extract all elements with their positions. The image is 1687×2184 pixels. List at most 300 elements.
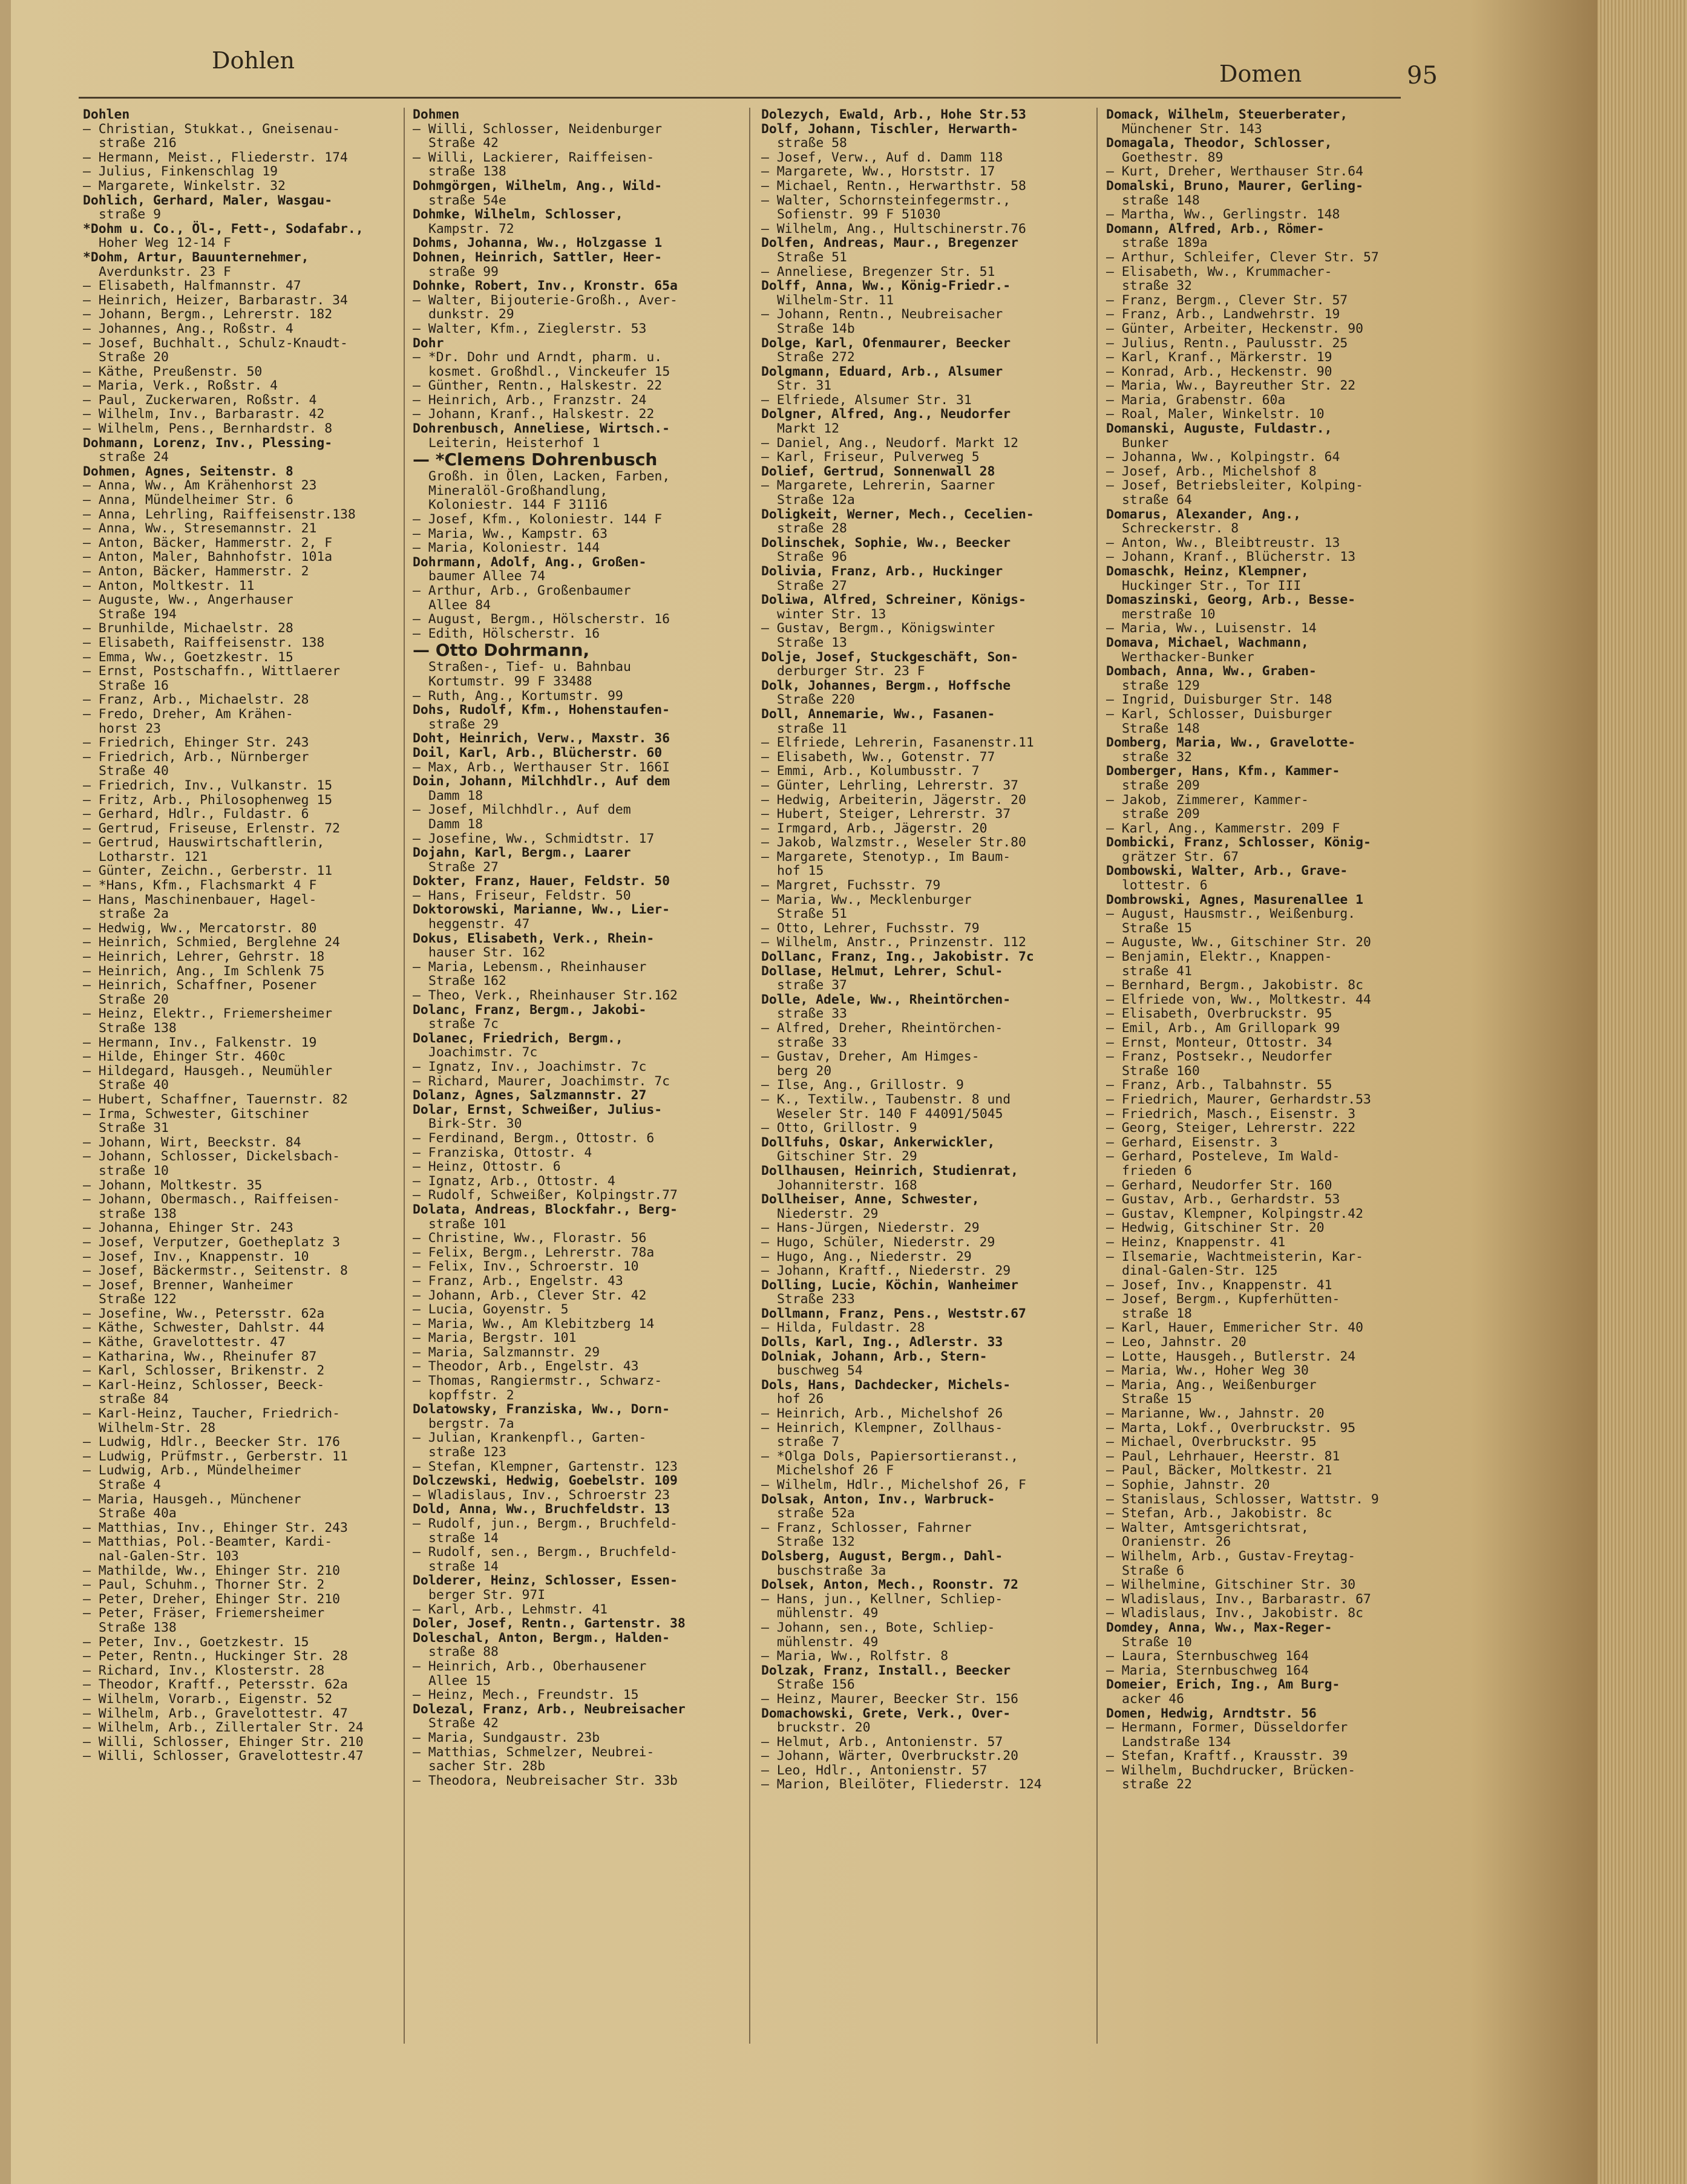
entry-line: — Günter, Arbeiter, Heckenstr. 90 xyxy=(1106,321,1363,336)
entry-line: Straße 148 xyxy=(1122,721,1200,736)
entry-line: — Günter, Lehrling, Lehrerstr. 37 xyxy=(761,777,1018,793)
entry-heading: Domagala, Theodor, Schlosser, xyxy=(1106,136,1332,151)
entry-line: Straße 27 xyxy=(428,859,499,875)
entry-line: straße 54e xyxy=(428,192,506,208)
entry-line: — Heinrich, Schmied, Berglehne 24 xyxy=(83,935,340,950)
entry-line: — Brunhilde, Michaelstr. 28 xyxy=(83,621,293,636)
entry-line: straße 7c xyxy=(428,1016,499,1032)
entry-line: — Josef, Arb., Michelshof 8 xyxy=(1106,463,1317,479)
entry-line: — Emmi, Arb., Kolumbusstr. 7 xyxy=(761,763,980,779)
entry-line: straße 37 xyxy=(777,978,847,993)
entry-heading: Dohs, Rudolf, Kfm., Hohenstaufen- xyxy=(413,702,670,718)
entry-line: — Maria, Ww., Bayreuther Str. 22 xyxy=(1106,378,1356,394)
entry-heading: Domalski, Bruno, Maurer, Gerling- xyxy=(1106,178,1363,194)
entry-line: — Johanna, Ww., Kolpingstr. 64 xyxy=(1106,450,1340,465)
entry-heading: Dolata, Andreas, Blockfahr., Berg- xyxy=(413,1202,678,1217)
column-divider xyxy=(749,108,750,2044)
entry-line: — Friedrich, Maurer, Gerhardstr.53 xyxy=(1106,1091,1371,1107)
entry-line: — Hans, Friseur, Feldstr. 50 xyxy=(413,888,631,903)
entry-line: — Wladislaus, Inv., Barbarastr. 67 xyxy=(1106,1591,1371,1607)
entry-line: — Marianne, Ww., Jahnstr. 20 xyxy=(1106,1406,1325,1422)
entry-line: — Felix, Bergm., Lehrerstr. 78a xyxy=(413,1244,655,1260)
entry-line: — Arthur, Schleifer, Clever Str. 57 xyxy=(1106,249,1379,265)
entry-line: straße 138 xyxy=(99,1206,177,1221)
entry-line: dinal-Galen-Str. 125 xyxy=(1122,1263,1278,1279)
entry-line: — Julius, Finkenschlag 19 xyxy=(83,164,278,180)
entry-heading: Dollfuhs, Oskar, Ankerwickler, xyxy=(761,1134,995,1150)
entry-line: — Paul, Bäcker, Moltkestr. 21 xyxy=(1106,1463,1332,1479)
entry-line: Straße 14b xyxy=(777,321,855,336)
entry-line: — Irmgard, Arb., Jägerstr. 20 xyxy=(761,820,988,836)
entry-line: — Karl, Schlosser, Brikenstr. 2 xyxy=(83,1363,325,1379)
entry-line: straße 33 xyxy=(777,1006,847,1022)
entry-heading: Dohrenbusch, Anneliese, Wirtsch.- xyxy=(413,421,670,437)
entry-heading: Doil, Karl, Arb., Blücherstr. 60 xyxy=(413,745,663,760)
entry-line: Allee 84 xyxy=(428,597,491,613)
entry-heading: Doktorowski, Marianne, Ww., Lier- xyxy=(413,902,670,918)
entry-heading: Dombach, Anna, Ww., Graben- xyxy=(1106,664,1317,679)
entry-line: grätzer Str. 67 xyxy=(1122,849,1239,865)
entry-line: — Wilhelm, Hdlr., Michelshof 26, F xyxy=(761,1477,1026,1493)
entry-line: straße 99 xyxy=(428,264,499,280)
entry-line: — Franz, Arb., Michaelstr. 28 xyxy=(83,692,309,708)
entry-line: — Christian, Stukkat., Gneisenau- xyxy=(83,121,340,137)
entry-line: — Karl-Heinz, Taucher, Friedrich- xyxy=(83,1406,340,1422)
entry-line: straße 189a xyxy=(1122,235,1208,251)
entry-line: Werthacker-Bunker xyxy=(1122,649,1254,665)
entry-heading: Dolsberg, August, Bergm., Dahl- xyxy=(761,1548,1003,1564)
entry-line: — Stefan, Klempner, Gartenstr. 123 xyxy=(413,1459,678,1474)
entry-line: — Käthe, Gravelottestr. 47 xyxy=(83,1335,286,1350)
entry-heading: Doliwa, Alfred, Schreiner, Königs- xyxy=(761,592,1026,608)
entry-heading: Dohlen xyxy=(83,108,130,122)
entry-line: Straße 4 xyxy=(99,1477,162,1493)
entry-line: hof 26 xyxy=(777,1391,824,1407)
entry-line: — Heinz, Mech., Freundstr. 15 xyxy=(413,1687,639,1703)
entry-line: Straße 40 xyxy=(99,1077,169,1093)
entry-line: — Paul, Zuckerwaren, Roßstr. 4 xyxy=(83,392,317,408)
entry-line: Markt 12 xyxy=(777,421,840,437)
entry-heading: Dolezal, Franz, Arb., Neubreisacher xyxy=(413,1701,686,1717)
entry-line: — Franz, Arb., Talbahnstr. 55 xyxy=(1106,1077,1332,1093)
entry-line: straße 14 xyxy=(428,1530,499,1546)
entry-line: — Johanna, Ehinger Str. 243 xyxy=(83,1220,293,1236)
entry-line: — Heinrich, Arb., Franzstr. 24 xyxy=(413,392,647,408)
entry-line: frieden 6 xyxy=(1122,1163,1192,1179)
entry-line: — Günther, Rentn., Halskestr. 22 xyxy=(413,378,663,394)
entry-line: — Johann, Wärter, Overbruckstr.20 xyxy=(761,1748,1018,1764)
entry-line: Straße 51 xyxy=(777,249,847,265)
entry-line: straße 209 xyxy=(1122,806,1200,822)
entry-line: — Anton, Bäcker, Hammerstr. 2 xyxy=(83,564,309,579)
entry-heading: Doin, Johann, Milchhdlr., Auf dem xyxy=(413,774,670,790)
entry-heading: Dohmgörgen, Wilhelm, Ang., Wild- xyxy=(413,178,663,194)
entry-line: — Paul, Lehrhauer, Heerstr. 81 xyxy=(1106,1448,1340,1464)
entry-line: straße 18 xyxy=(1122,1306,1192,1321)
entry-line: Straße 122 xyxy=(99,1292,177,1307)
entry-line: Straße 27 xyxy=(777,578,847,593)
entry-line: — Ruth, Ang., Kortumstr. 99 xyxy=(413,688,623,704)
entry-line: heggenstr. 47 xyxy=(428,917,530,932)
entry-line: straße 29 xyxy=(428,716,499,732)
entry-line: — Hedwig, Ww., Mercatorstr. 80 xyxy=(83,920,317,936)
entry-heading: Domen, Hedwig, Arndtstr. 56 xyxy=(1106,1705,1317,1721)
entry-line: — Irma, Schwester, Gitschiner xyxy=(83,1106,309,1122)
entry-line: Straße 40a xyxy=(99,1506,177,1522)
entry-line: — Peter, Inv., Goetzkestr. 15 xyxy=(83,1634,309,1650)
entry-heading: Domberger, Hans, Kfm., Kammer- xyxy=(1106,763,1340,779)
entry-line: — Gustav, Arb., Gerhardstr. 53 xyxy=(1106,1192,1340,1208)
entry-line: — Lotte, Hausgeh., Butlerstr. 24 xyxy=(1106,1349,1356,1364)
entry-line: — Johann, Schlosser, Dickelsbach- xyxy=(83,1149,340,1165)
entry-line: Straße 15 xyxy=(1122,920,1192,936)
entry-line: — Johann, Arb., Clever Str. 42 xyxy=(413,1287,647,1303)
entry-line: bergstr. 7a xyxy=(428,1416,514,1431)
entry-line: — Maria, Hausgeh., Münchener xyxy=(83,1491,301,1507)
entry-line: Großh. in Ölen, Lacken, Farben, xyxy=(428,469,670,485)
entry-line: — Max, Arb., Werthauser Str. 166I xyxy=(413,759,670,775)
directory-column-3 xyxy=(761,108,1097,2122)
entry-line: — Ingrid, Duisburger Str. 148 xyxy=(1106,692,1332,708)
entry-line: straße 123 xyxy=(428,1445,506,1460)
entry-line: — Julius, Rentn., Paulusstr. 25 xyxy=(1106,335,1348,351)
entry-line: — Heinrich, Klempner, Zollhaus- xyxy=(761,1420,1003,1436)
entry-line: — Mathilde, Ww., Ehinger Str. 210 xyxy=(83,1563,340,1578)
entry-line: — Hermann, Inv., Falkenstr. 19 xyxy=(83,1035,317,1050)
entry-line: Straße 160 xyxy=(1122,1063,1200,1079)
entry-line: derburger Str. 23 F xyxy=(777,664,925,679)
entry-line: straße 14 xyxy=(428,1558,499,1574)
entry-line: horst 23 xyxy=(99,721,162,736)
entry-line: Oranienstr. 26 xyxy=(1122,1534,1231,1550)
entry-line: mühlenstr. 49 xyxy=(777,1606,879,1621)
entry-line: — Margret, Fuchsstr. 79 xyxy=(761,878,941,894)
entry-heading: Dolzak, Franz, Install., Beecker xyxy=(761,1663,1011,1678)
entry-line: berger Str. 97I xyxy=(428,1587,546,1603)
entry-line: Wilhelm-Str. 28 xyxy=(99,1420,216,1436)
entry-line: straße 148 xyxy=(1122,192,1200,208)
entry-heading: Domanski, Auguste, Fuldastr., xyxy=(1106,421,1332,437)
entry-line: Allee 15 xyxy=(428,1673,491,1689)
entry-line: — Emma, Ww., Goetzkestr. 15 xyxy=(83,649,293,665)
entry-line: Kampstr. 72 xyxy=(428,221,514,237)
directory-column-1 xyxy=(83,108,419,2122)
entry-line: Straße 272 xyxy=(777,350,855,365)
entry-line: — August, Hausmstr., Weißenburg. xyxy=(1106,906,1356,922)
entry-line: — Walter, Bijouterie-Großh., Aver- xyxy=(413,292,678,308)
entry-heading: Dolanec, Friedrich, Bergm., xyxy=(413,1030,623,1046)
entry-line: — Heinrich, Arb., Oberhausener xyxy=(413,1658,647,1674)
entry-heading: Dollase, Helmut, Lehrer, Schul- xyxy=(761,963,1003,979)
entry-line: — Ernst, Monteur, Ottostr. 34 xyxy=(1106,1035,1332,1050)
entry-line: — Matthias, Inv., Ehinger Str. 243 xyxy=(83,1520,348,1535)
entry-heading: Dojahn, Karl, Bergm., Laarer xyxy=(413,845,631,861)
entry-line: — Josef, Inv., Knappenstr. 41 xyxy=(1106,1277,1332,1293)
entry-line: straße 209 xyxy=(1122,777,1200,793)
entry-line: — Alfred, Dreher, Rheintörchen- xyxy=(761,1021,1003,1036)
entry-line: — Johann, Obermasch., Raiffeisen- xyxy=(83,1192,340,1208)
entry-line: straße 41 xyxy=(1122,963,1192,979)
entry-line: — Ludwig, Prüfmstr., Gerberstr. 11 xyxy=(83,1448,348,1464)
entry-heading: Domberg, Maria, Ww., Gravelotte- xyxy=(1106,735,1356,751)
entry-line: — Arthur, Arb., Großenbaumer xyxy=(413,583,631,598)
entry-line: straße 33 xyxy=(777,1035,847,1050)
entry-line: Damm 18 xyxy=(428,816,483,832)
entry-line: berg 20 xyxy=(777,1063,832,1079)
entry-line: — Heinz, Elektr., Friemersheimer xyxy=(83,1006,333,1022)
entry-line: — Hermann, Former, Düsseldorfer xyxy=(1106,1720,1348,1736)
entry-line: Straße 132 xyxy=(777,1534,855,1550)
entry-line: — Heinz, Maurer, Beecker Str. 156 xyxy=(761,1691,1018,1707)
entry-line: — Rudolf, jun., Bergm., Bruchfeld- xyxy=(413,1516,678,1531)
entry-line: — Gustav, Klempner, Kolpingstr.42 xyxy=(1106,1206,1363,1221)
entry-line: — Heinz, Ottostr. 6 xyxy=(413,1159,561,1175)
entry-line: straße 10 xyxy=(99,1163,169,1179)
entry-heading: Dolf, Johann, Tischler, Herwarth- xyxy=(761,121,1018,137)
entry-heading: Dolle, Adele, Ww., Rheintörchen- xyxy=(761,992,1011,1007)
entry-line: — Thomas, Rangiermstr., Schwarz- xyxy=(413,1373,663,1389)
entry-heading: Domarus, Alexander, Ang., xyxy=(1106,506,1301,522)
entry-line: — Franz, Bergm., Clever Str. 57 xyxy=(1106,292,1348,308)
entry-line: Straße 42 xyxy=(428,136,499,151)
entry-line: — Friedrich, Ehinger Str. 243 xyxy=(83,735,309,751)
entry-line: Niederstr. 29 xyxy=(777,1206,879,1221)
entry-line: hof 15 xyxy=(777,863,824,879)
entry-heading: Dolatowsky, Franziska, Ww., Dorn- xyxy=(413,1402,670,1417)
entry-line: — Peter, Fräser, Friemersheimer xyxy=(83,1606,325,1621)
entry-line: — Otto, Lehrer, Fuchsstr. 79 xyxy=(761,920,980,936)
entry-line: hauser Str. 162 xyxy=(428,945,546,961)
entry-line: — *Olga Dols, Papiersortieranst., xyxy=(761,1448,1018,1464)
entry-line: — Karl, Schlosser, Duisburger xyxy=(1106,706,1332,722)
entry-line: — Michael, Overbruckstr. 95 xyxy=(1106,1434,1317,1450)
entry-line: Straße 156 xyxy=(777,1677,855,1693)
entry-line: — Josef, Bäckermstr., Seitenstr. 8 xyxy=(83,1263,348,1279)
entry-line: — Maria, Verk., Roßstr. 4 xyxy=(83,378,278,394)
entry-line: Michelshof 26 F xyxy=(777,1463,894,1479)
entry-line: — Anton, Maler, Bahnhofstr. 101a xyxy=(83,549,333,565)
entry-line: — Maria, Ww., Mecklenburger xyxy=(761,892,972,907)
entry-line: — Wladislaus, Inv., Schroerstr 23 xyxy=(413,1487,670,1503)
entry-line: — Fredo, Dreher, Am Krähen- xyxy=(83,706,293,722)
entry-heading: Dolivia, Franz, Arb., Huckinger xyxy=(761,564,1003,579)
entry-line: straße 32 xyxy=(1122,749,1192,765)
entry-line: — Gertrud, Friseuse, Erlenstr. 72 xyxy=(83,820,340,836)
entry-line: — Ludwig, Hdlr., Beecker Str. 176 xyxy=(83,1434,340,1450)
entry-line: — August, Bergm., Hölscherstr. 16 xyxy=(413,612,670,627)
entry-line: — Martha, Ww., Gerlingstr. 148 xyxy=(1106,207,1340,223)
entry-line: — Walter, Amtsgerichtsrat, xyxy=(1106,1520,1309,1535)
entry-line: — Peter, Dreher, Ehinger Str. 210 xyxy=(83,1591,340,1607)
entry-line: — Leo, Hdlr., Antonienstr. 57 xyxy=(761,1762,988,1778)
entry-line: — Johann, Kraftf., Niederstr. 29 xyxy=(761,1263,1011,1279)
entry-heading: Dolls, Karl, Ing., Adlerstr. 33 xyxy=(761,1335,1003,1350)
entry-line: — Maria, Koloniestr. 144 xyxy=(413,540,600,556)
entry-line: — Rudolf, Schweißer, Kolpingstr.77 xyxy=(413,1188,678,1203)
entry-line: — Christine, Ww., Florastr. 56 xyxy=(413,1231,647,1246)
entry-heading: Domaschk, Heinz, Klempner, xyxy=(1106,564,1309,579)
entry-line: — Ernst, Postschaffn., Wittlaerer xyxy=(83,664,340,679)
entry-heading: *Dohm, Artur, Bauunternehmer, xyxy=(83,249,309,265)
entry-line: — Franz, Arb., Landwehrstr. 19 xyxy=(1106,307,1340,322)
entry-line: — Wilhelm, Pens., Bernhardstr. 8 xyxy=(83,421,333,437)
entry-line: — Josef, Kfm., Koloniestr. 144 F xyxy=(413,512,663,528)
entry-line: merstraße 10 xyxy=(1122,606,1216,622)
entry-line: — Jakob, Zimmerer, Kammer- xyxy=(1106,792,1309,808)
entry-line: — Maria, Sundgaustr. 23b xyxy=(413,1730,600,1745)
entry-line: — Richard, Maurer, Joachimstr. 7c xyxy=(413,1073,670,1089)
entry-heading: Dolsak, Anton, Inv., Warbruck- xyxy=(761,1491,995,1507)
entry-heading: Dolief, Gertrud, Sonnenwall 28 xyxy=(761,463,995,479)
entry-line: — Elfriede, Alsumer Str. 31 xyxy=(761,392,972,408)
entry-heading: Dohmen, Agnes, Seitenstr. 8 xyxy=(83,463,293,479)
entry-line: — Leo, Jahnstr. 20 xyxy=(1106,1335,1246,1350)
entry-line: — Heinrich, Lehrer, Gehrstr. 18 xyxy=(83,949,325,965)
entry-line: — Emil, Arb., Am Grillopark 99 xyxy=(1106,1021,1340,1036)
entry-heading: — *Clemens Dohrenbusch xyxy=(413,450,658,470)
entry-line: — Hilda, Fuldastr. 28 xyxy=(761,1320,925,1336)
entry-line: straße 64 xyxy=(1122,492,1192,508)
entry-line: — Peter, Rentn., Huckinger Str. 28 xyxy=(83,1649,348,1664)
entry-line: — Maria, Ang., Weißenburger xyxy=(1106,1377,1317,1393)
entry-line: — Rudolf, sen., Bergm., Bruchfeld- xyxy=(413,1545,678,1560)
entry-line: Mineralöl-Großhandlung, xyxy=(428,483,608,499)
entry-line: — Elisabeth, Ww., Gotenstr. 77 xyxy=(761,749,995,765)
entry-line: — Maria, Salzmannstr. 29 xyxy=(413,1344,600,1360)
entry-line: straße 84 xyxy=(99,1391,169,1407)
entry-heading: Dombowski, Walter, Arb., Grave- xyxy=(1106,863,1348,879)
entry-heading: Doler, Josef, Rentn., Gartenstr. 38 xyxy=(413,1616,686,1632)
entry-heading: Dohnke, Robert, Inv., Kronstr. 65a xyxy=(413,278,678,294)
entry-line: bruckstr. 20 xyxy=(777,1720,871,1736)
entry-line: — Wilhelmine, Gitschiner Str. 30 xyxy=(1106,1577,1356,1593)
entry-line: — Anna, Ww., Stresemannstr. 21 xyxy=(83,521,317,537)
entry-line: — Anna, Ww., Am Krähenhorst 23 xyxy=(83,478,317,494)
entry-heading: Dolderer, Heinz, Schlosser, Essen- xyxy=(413,1573,678,1589)
entry-line: straße 32 xyxy=(1122,278,1192,294)
entry-line: — Wilhelm, Arb., Gravelottestr. 47 xyxy=(83,1705,348,1721)
entry-line: — Wilhelm, Inv., Barbarastr. 42 xyxy=(83,407,325,422)
entry-line: — Maria, Grabenstr. 60a xyxy=(1106,392,1286,408)
entry-heading: Dold, Anna, Ww., Bruchfeldstr. 13 xyxy=(413,1502,670,1517)
entry-line: — Hedwig, Arbeiterin, Jägerstr. 20 xyxy=(761,792,1026,808)
entry-line: — Theodora, Neubreisacher Str. 33b xyxy=(413,1773,678,1788)
entry-line: — Josefine, Ww., Schmidtstr. 17 xyxy=(413,831,655,846)
page-number: 95 xyxy=(1407,62,1438,90)
entry-line: — Wilhelm, Arb., Gustav-Freytag- xyxy=(1106,1548,1356,1564)
entry-line: — Edith, Hölscherstr. 16 xyxy=(413,626,600,641)
entry-heading: Domack, Wilhelm, Steuerberater, xyxy=(1106,108,1348,122)
entry-line: Straße 12a xyxy=(777,492,855,508)
entry-line: — Heinrich, Schaffner, Posener xyxy=(83,978,317,993)
entry-line: — Elisabeth, Raiffeisenstr. 138 xyxy=(83,635,325,650)
entry-heading: Dolff, Anna, Ww., König-Friedr.- xyxy=(761,278,1011,294)
entry-heading: Doll, Annemarie, Ww., Fasanen- xyxy=(761,706,995,722)
entry-line: Straße 6 xyxy=(1122,1563,1185,1578)
entry-line: — Marta, Lokf., Overbruckstr. 95 xyxy=(1106,1420,1356,1436)
entry-line: Birk-Str. 30 xyxy=(428,1116,522,1132)
entry-line: Straße 138 xyxy=(99,1620,177,1635)
entry-line: — Josef, Bergm., Kupferhütten- xyxy=(1106,1292,1340,1307)
entry-line: — Johann, Wirt, Beeckstr. 84 xyxy=(83,1134,301,1150)
entry-line: Straße 20 xyxy=(99,350,169,365)
entry-line: — Theo, Verk., Rheinhauser Str.162 xyxy=(413,988,678,1004)
entry-heading: Dohnen, Heinrich, Sattler, Heer- xyxy=(413,249,663,265)
entry-line: Sofienstr. 99 F 51030 xyxy=(777,207,941,223)
entry-line: — Anton, Moltkestr. 11 xyxy=(83,578,255,593)
entry-line: — Stefan, Arb., Jakobistr. 8c xyxy=(1106,1506,1332,1522)
entry-heading: Dolinschek, Sophie, Ww., Beecker xyxy=(761,535,1011,551)
entry-heading: Dohmke, Wilhelm, Schlosser, xyxy=(413,207,623,223)
entry-line: Straße 16 xyxy=(99,678,169,693)
entry-line: — Wladislaus, Inv., Jakobistr. 8c xyxy=(1106,1606,1363,1621)
entry-line: — Maria, Bergstr. 101 xyxy=(413,1330,577,1346)
entry-line: straße 88 xyxy=(428,1644,499,1660)
entry-heading: Dols, Hans, Dachdecker, Michels- xyxy=(761,1377,1011,1393)
entry-line: — Daniel, Ang., Neudorf. Markt 12 xyxy=(761,435,1018,451)
entry-line: — Josefine, Ww., Petersstr. 62a xyxy=(83,1306,325,1321)
entry-line: — Auguste, Ww., Gitschiner Str. 20 xyxy=(1106,935,1371,950)
entry-line: — Hans, Maschinenbauer, Hagel- xyxy=(83,892,317,907)
entry-line: straße 52a xyxy=(777,1506,855,1522)
entry-line: — Maria, Ww., Luisenstr. 14 xyxy=(1106,621,1317,636)
entry-line: — Matthias, Schmelzer, Neubrei- xyxy=(413,1744,655,1760)
entry-line: nal-Galen-Str. 103 xyxy=(99,1548,239,1564)
entry-line: — Anna, Lehrling, Raiffeisenstr.138 xyxy=(83,506,356,522)
entry-line: Straße 13 xyxy=(777,635,847,650)
entry-line: — Franz, Arb., Engelstr. 43 xyxy=(413,1273,623,1289)
entry-line: straße 28 xyxy=(777,521,847,537)
entry-line: Straße 10 xyxy=(1122,1634,1192,1650)
entry-heading: Dolgner, Alfred, Ang., Neudorfer xyxy=(761,407,1011,422)
entry-line: — Michael, Rentn., Herwarthstr. 58 xyxy=(761,178,1026,194)
entry-heading: Dolje, Josef, Stuckgeschäft, Son- xyxy=(761,649,1018,665)
entry-heading: Dombrowski, Agnes, Masurenallee 1 xyxy=(1106,892,1363,907)
entry-line: — Maria, Ww., Hoher Weg 30 xyxy=(1106,1363,1309,1379)
entry-line: — Willi, Lackierer, Raiffeisen- xyxy=(413,149,655,165)
entry-line: — Gertrud, Hauswirtschaftlerin, xyxy=(83,835,325,851)
entry-line: — Elisabeth, Halfmannstr. 47 xyxy=(83,278,301,294)
entry-line: — Anton, Ww., Bleibtreustr. 13 xyxy=(1106,535,1340,551)
entry-heading: Dombicki, Franz, Schlosser, König- xyxy=(1106,835,1371,851)
entry-line: sacher Str. 28b xyxy=(428,1759,546,1774)
entry-line: — Marion, Bleilöter, Fliederstr. 124 xyxy=(761,1777,1042,1793)
entry-line: — Hugo, Ang., Niederstr. 29 xyxy=(761,1249,972,1264)
entry-line: — Hans-Jürgen, Niederstr. 29 xyxy=(761,1220,980,1236)
entry-line: Straße 194 xyxy=(99,606,177,622)
entry-line: — Johann, Bergm., Lehrerstr. 182 xyxy=(83,307,333,322)
entry-line: — Gerhard, Neudorfer Str. 160 xyxy=(1106,1177,1332,1193)
entry-line: — Maria, Sternbuschweg 164 xyxy=(1106,1663,1309,1678)
running-head-left: Dohlen xyxy=(212,47,295,74)
entry-heading: Dolczewski, Hedwig, Goebelstr. 109 xyxy=(413,1473,678,1489)
entry-line: — Johann, Rentn., Neubreisacher xyxy=(761,307,1003,322)
entry-heading: Dokus, Elisabeth, Verk., Rhein- xyxy=(413,930,655,946)
entry-line: — Margarete, Lehrerin, Saarner xyxy=(761,478,995,494)
entry-line: baumer Allee 74 xyxy=(428,569,546,584)
entry-line: acker 46 xyxy=(1122,1691,1185,1707)
entry-line: — Josef, Inv., Knappenstr. 10 xyxy=(83,1249,309,1264)
entry-line: winter Str. 13 xyxy=(777,606,886,622)
entry-line: — Gerhard, Hdlr., Fuldastr. 6 xyxy=(83,806,309,822)
entry-line: — Julian, Krankenpfl., Garten- xyxy=(413,1430,647,1446)
entry-line: — Margarete, Winkelstr. 32 xyxy=(83,178,286,194)
entry-line: — Josef, Brenner, Wanheimer xyxy=(83,1277,293,1293)
entry-line: — Maria, Ww., Am Klebitzberg 14 xyxy=(413,1316,655,1332)
entry-line: Straße 20 xyxy=(99,992,169,1007)
entry-heading: Doleschal, Anton, Bergm., Halden- xyxy=(413,1630,670,1646)
entry-heading: Dolar, Ernst, Schweißer, Julius- xyxy=(413,1102,663,1117)
